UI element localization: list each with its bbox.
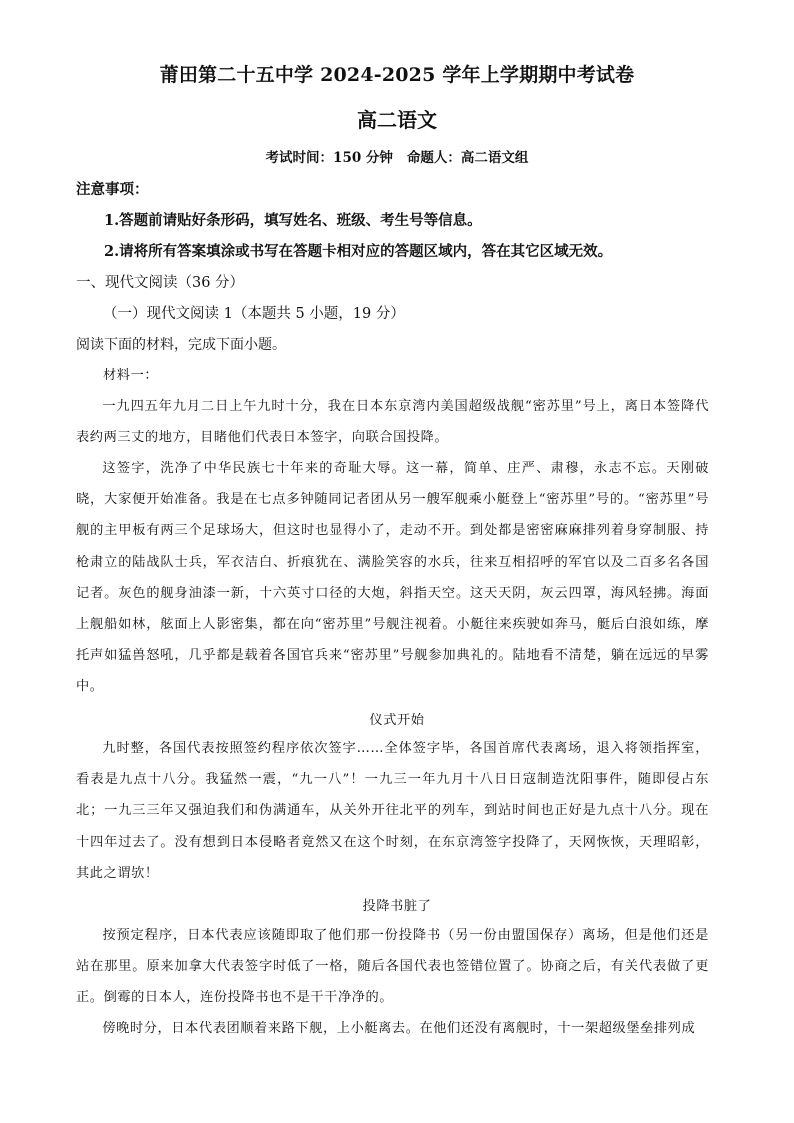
notice-heading: 注意事项： — [76, 181, 149, 198]
paragraph-2: 这签字，洗净了中华民族七十年来的奇耻大辱。这一幕，简单、庄严、肃穆，永志不忘。天刚破晓，大家便开始准备。我是在七点多钟随同记者团从另一艘军舰乘小艇登上“密苏里”号的。“密苏里”号舰的主甲板有两三个足球场大，但这时也显得小了，走动不开。到处都是密密麻麻排列着身穿制服、持枪肃立的陆战队士兵，军衣洁白、折痕犹在、满脸笑容的水兵，往来互相招呼的军官以及二百多名各国记者。灰色的舰身油漆一新，十六英寸口径的大炮，斜指天空。这天天阴，灰云四罩，海风轻拂。海面上舰船如林，舷面上人影密集，都在向“密苏里”号舰注视着。小艇往来疾驶如奔马，艇后白浪如练，摩托声如猛兽怒吼，几乎都是载着各国官兵来“密苏里”号舰参加典礼的。陆地看不清楚，躺在远远的早雾中。 — [76, 461, 709, 695]
paragraph-4: 按预定程序，日本代表应该随即取了他们那一份投降书（另一份由盟国保存）离场，但是他们还是站在那里。原来加拿大代表签字时低了一格，随后各国代表也签错位置了。协商之后，有关代表做了更正。倒霉的日本人，连份投降书也不是干干净净的。 — [76, 928, 709, 1006]
material-label: 材料一： — [103, 368, 159, 383]
subject-title: 高二语文 — [357, 108, 437, 132]
notice-item-1: 1.答题前请贴好条形码，填写姓名、班级、考生号等信息。 — [104, 212, 482, 229]
exam-title: 莆田第二十五中学 2024-2025 学年上学期期中考试卷 — [159, 64, 635, 86]
heading-ceremony: 仪式开始 — [369, 713, 425, 728]
paragraph-1: 一九四五年九月二日上午九时十分，我在日本东京湾内美国超级战舰“密苏里”号上，离日本签降代表约两三丈的地方，目睹他们代表日本签字，向联合国投降。 — [76, 399, 709, 446]
notice-item-2: 2.请将所有答案填涂或书写在答题卡相对应的答题区域内，答在其它区域无效。 — [104, 243, 613, 260]
exam-author: 命题人：高二语文组 — [406, 150, 529, 166]
paragraph-3: 九时整，各国代表按照签约程序依次签字……全体签字毕，各国首席代表离场，退入将领指挥室，看表是九点十八分。我猛然一震，“九一八”！一九三一年九月十八日日寇制造沈阳事件，随即侵占东北；一九三三年又强迫我们和伪满通车，从关外开往北平的列车，到站时间也正好是九点十八分。现在十四年过去了。没有想到日本侵略者竟然又在这个时刻，在东京湾签字投降了，天网恢恢，天理昭彰，其此之谓欤！ — [76, 741, 709, 881]
exam-info-line — [0, 146, 794, 166]
paragraph-5: 傍晚时分，日本代表团顺着来路下舰，上小艇离去。在他们还没有离舰时，十一架超级堡垒排列成 — [102, 1021, 696, 1036]
exam-time: 考试时间：150 分钟 — [265, 150, 393, 166]
heading-surrender-dirty: 投降书脏了 — [362, 899, 432, 914]
section-subheading: （一）现代文阅读 1（本题共 5 小题，19 分） — [103, 306, 405, 322]
reading-instruction: 阅读下面的材料，完成下面小题。 — [76, 337, 286, 353]
section-heading: 一、现代文阅读（36 分） — [76, 275, 245, 291]
